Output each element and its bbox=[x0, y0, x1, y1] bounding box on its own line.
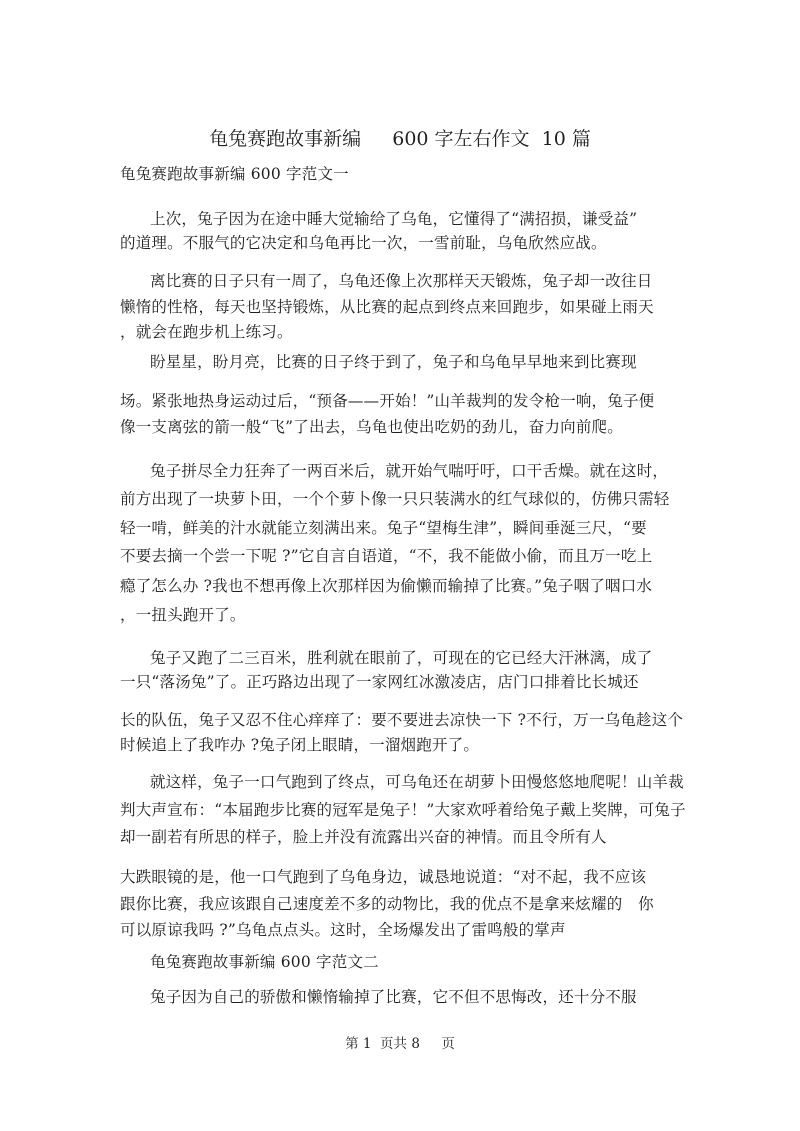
paragraph-line: ，就会在跑步机上练习。 bbox=[120, 323, 293, 341]
paragraph-line: 大跌眼镜的是，他一口气跑到了乌龟身边，诚恳地说道：“对不起，我不应该 bbox=[120, 868, 647, 886]
paragraph-line: 懒惰的性格，每天也坚持锻炼，从比赛的起点到终点来回跑步，如果碰上雨天 bbox=[120, 298, 654, 316]
paragraph-line: 却一副若有所思的样子，脸上并没有流露出兴奋的神情。而且令所有人 bbox=[120, 828, 607, 846]
section-heading: 龟兔赛跑故事新编 600 字范文二 bbox=[150, 953, 379, 971]
paragraph-line: 就这样，兔子一口气跑到了终点，可乌龟还在胡萝卜田慢悠悠地爬呢！山羊裁 bbox=[150, 773, 684, 791]
paragraph-line: 轻一啃，鲜美的汁水就能立刻满出来。兔子“望梅生津”，瞬间垂涎三尺，“要 bbox=[120, 519, 647, 537]
paragraph-line: ，一扭头跑开了。 bbox=[120, 606, 246, 624]
paragraph-line: 像一支离弦的箭一般“飞”了出去，乌龟也使出吃奶的劲儿，奋力向前爬。 bbox=[120, 418, 623, 436]
page-footer: 第 1 页共 8 页 bbox=[345, 1036, 455, 1052]
paragraph-line: 时候追上了我咋办 ?兔子闭上眼睛，一溜烟跑开了。 bbox=[120, 736, 480, 754]
paragraph-line: 的道理。不服气的它决定和乌龟再比一次，一雪前耻，乌龟欣然应战。 bbox=[120, 234, 607, 252]
paragraph-line: 离比赛的日子只有一周了，乌龟还像上次那样天天锻炼，兔子却一改往日 bbox=[150, 272, 653, 290]
section-heading: 龟兔赛跑故事新编 600 字范文一 bbox=[120, 165, 349, 183]
paragraph-line: 兔子又跑了二三百米，胜利就在眼前了，可现在的它已经大汗淋漓，成了 bbox=[150, 649, 653, 667]
paragraph-line: 盼星星，盼月亮，比赛的日子终于到了，兔子和乌龟早早地来到比赛现 bbox=[150, 353, 637, 371]
paragraph-line: 场。紧张地热身运动过后，“预备——开始！”山羊裁判的发令枪一响，兔子便 bbox=[120, 392, 655, 410]
paragraph-line: 不要去摘一个尝一下呢 ?”它自言自语道，“不，我不能做小偷，而且万一吃上 bbox=[120, 547, 653, 565]
paragraph-line: 可以原谅我吗 ?”乌龟点点头。这时，全场爆发出了雷鸣般的掌声 bbox=[120, 921, 566, 939]
paragraph-line: 一只“落汤兔”了。正巧路边出现了一家网红冰激凌店，店门口排着比长城还 bbox=[120, 673, 639, 691]
paragraph-line: 判大声宣布：“本届跑步比赛的冠军是兔子！”大家欢呼着给兔子戴上奖牌，可兔子 bbox=[120, 801, 686, 819]
document-title: 龟兔赛跑故事新编 600 字左右作文 10 篇 bbox=[209, 128, 591, 150]
paragraph-line: 兔子因为自己的骄傲和懒惰输掉了比赛，它不但不思悔改，还十分不服 bbox=[150, 988, 637, 1006]
paragraph-line: 跟你比赛，我应该跟自己速度差不多的动物比，我的优点不是拿来炫耀的 你 bbox=[120, 895, 654, 913]
paragraph-line: 瘾了怎么办 ?我也不想再像上次那样因为偷懒而输掉了比赛。”兔子咽了咽口水 bbox=[120, 577, 653, 595]
paragraph-line: 兔子拼尽全力狂奔了一两百米后，就开始气喘吁吁，口干舌燥。就在这时， bbox=[150, 462, 669, 480]
paragraph-line: 长的队伍，兔子又忍不住心痒痒了：要不要进去凉快一下 ?不行，万一乌龟趁这个 bbox=[120, 711, 684, 729]
paragraph-line: 前方出现了一块萝卜田，一个个萝卜像一只只装满水的红气球似的，仿佛只需轻 bbox=[120, 490, 670, 508]
paragraph-line: 上次，兔子因为在途中睡大觉输给了乌龟，它懂得了“满招损，谦受益” bbox=[150, 210, 638, 228]
